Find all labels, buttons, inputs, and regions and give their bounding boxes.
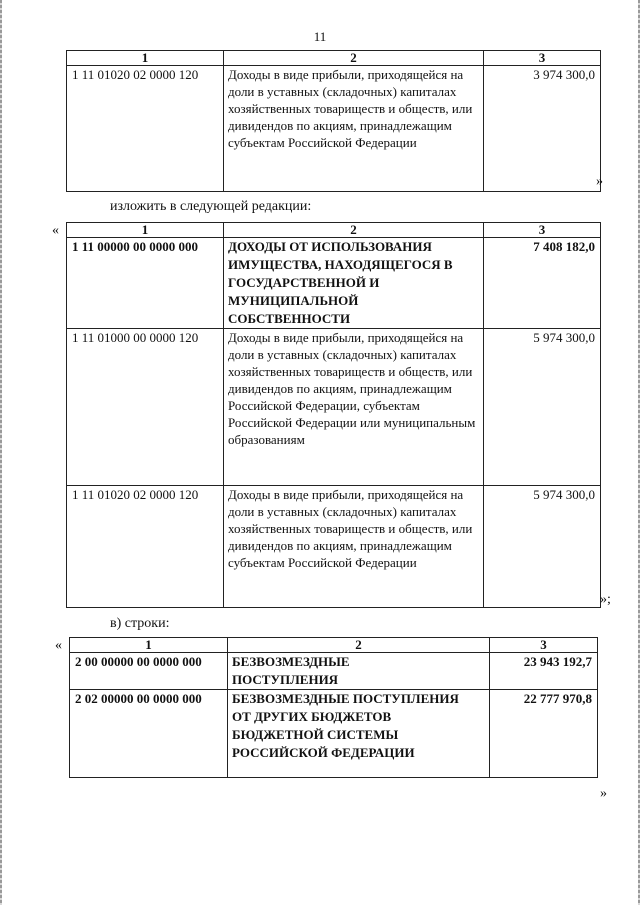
table-row (70, 690, 598, 778)
page-number: 11 (313, 29, 327, 44)
revenue-name: БЕЗВОЗМЕЗДНЫЕ ПОСТУПЛЕНИЯ ОТ ДРУГИХ БЮДЖЕТОВ БЮДЖЕТНОЙ СИСТЕМЫ РОССИЙСКОЙ ФЕДЕРАЦИИ (228, 690, 490, 778)
budget-code: 1 11 01000 00 0000 120 (67, 329, 224, 486)
instruction-text: изложить в следующей редакции: (110, 199, 312, 214)
revenue-table-old (66, 50, 601, 192)
opening-quote: « (52, 223, 59, 238)
column-header: 3 (484, 223, 601, 238)
closing-quote: » (600, 786, 607, 801)
budget-code: 1 11 01020 02 0000 120 (67, 66, 224, 192)
table-row (67, 238, 601, 329)
column-header: 2 (228, 638, 490, 653)
column-header: 1 (70, 638, 228, 653)
budget-code: 1 11 00000 00 0000 000 (67, 238, 224, 329)
budget-code: 2 00 00000 00 0000 000 (70, 653, 228, 690)
amount: 5 974 300,0 (484, 486, 601, 608)
instruction-text: в) строки: (110, 616, 170, 631)
closing-quote: »; (600, 592, 611, 607)
budget-code: 2 02 00000 00 0000 000 (70, 690, 228, 778)
revenue-name: ДОХОДЫ ОТ ИСПОЛЬЗОВАНИЯ ИМУЩЕСТВА, НАХОДЯЩЕГОСЯ В ГОСУДАРСТВЕННОЙ И МУНИЦИПАЛЬНОЙ СОБСТВЕННОСТИ (224, 238, 484, 329)
opening-quote: « (55, 638, 62, 653)
table-row (67, 66, 601, 192)
amount: 7 408 182,0 (484, 238, 601, 329)
column-header: 3 (490, 638, 598, 653)
table-row (70, 653, 598, 690)
column-header: 2 (224, 51, 484, 66)
revenue-table-new (66, 222, 601, 608)
revenue-name: Доходы в виде прибыли, приходящейся на доли в уставных (складочных) капиталах хозяйственных товариществ и обществ, или дивидендов по акциям, принадлежащим Российской Федерации, субъектам Российской Федерации или муниципальным образованиям (224, 329, 484, 486)
revenue-name: Доходы в виде прибыли, приходящейся на доли в уставных (складочных) капиталах хозяйственных товариществ и обществ, или дивидендов по акциям, принадлежащим субъектам Российской Федерации (224, 486, 484, 608)
amount: 5 974 300,0 (484, 329, 601, 486)
table-header-row (67, 51, 601, 66)
closing-quote: » (596, 174, 603, 189)
amount: 22 777 970,8 (490, 690, 598, 778)
amount: 23 943 192,7 (490, 653, 598, 690)
table-header-row (70, 638, 598, 653)
revenue-name: Доходы в виде прибыли, приходящейся на доли в уставных (складочных) капиталах хозяйственных товариществ и обществ, или дивидендов по акциям, принадлежащим субъектам Российской Федерации (224, 66, 484, 192)
table-row (67, 486, 601, 608)
page-edge-left (0, 0, 2, 905)
amount: 3 974 300,0 (484, 66, 601, 192)
column-header: 3 (484, 51, 601, 66)
column-header: 2 (224, 223, 484, 238)
table-header-row (67, 223, 601, 238)
column-header: 1 (67, 51, 224, 66)
column-header: 1 (67, 223, 224, 238)
gratuitous-receipts-table (69, 637, 598, 778)
revenue-name: БЕЗВОЗМЕЗДНЫЕ ПОСТУПЛЕНИЯ (228, 653, 490, 690)
table-row (67, 329, 601, 486)
budget-code: 1 11 01020 02 0000 120 (67, 486, 224, 608)
